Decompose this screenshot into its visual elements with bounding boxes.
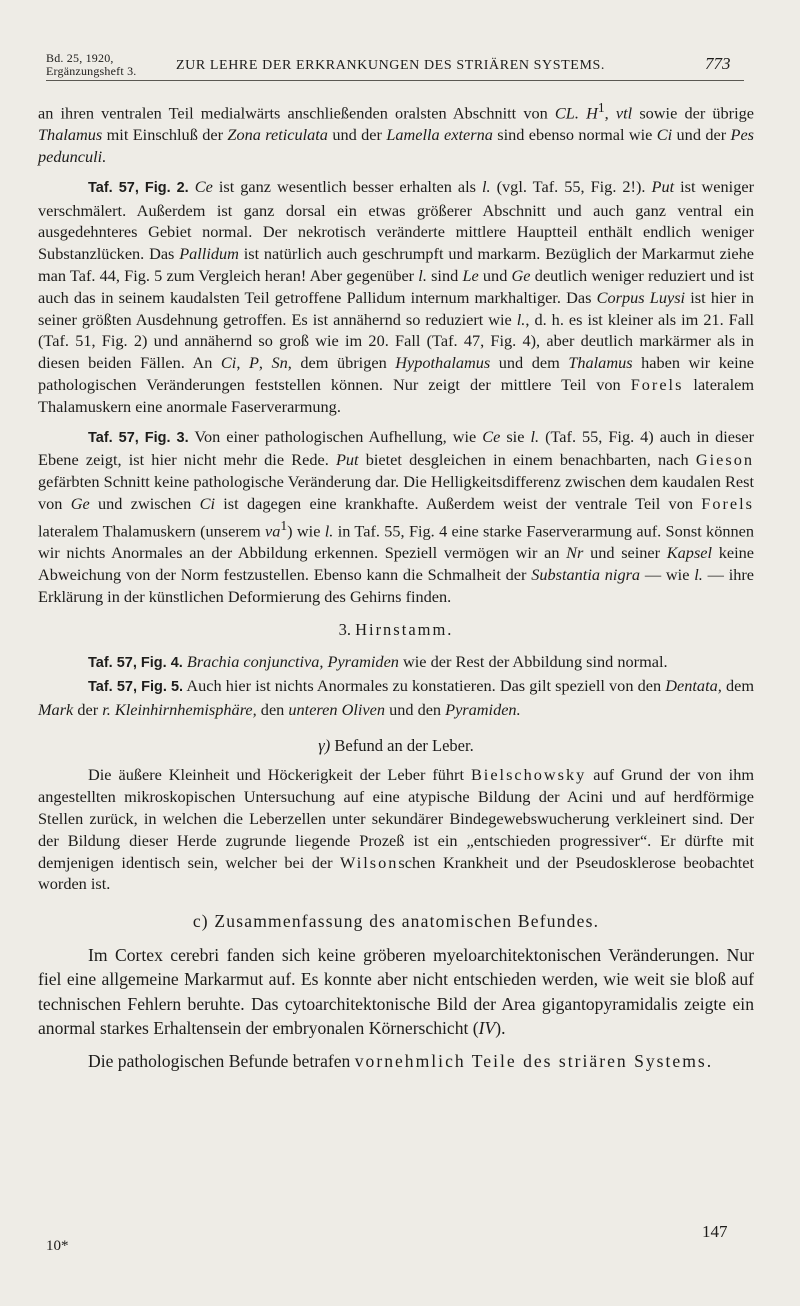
figure-label: Taf. 57, Fig. 4. bbox=[88, 655, 183, 672]
paragraph-1: an ihren ventralen Teil medialwärts anschließenden oralsten Abschnitt von CL. $H^1$, vtl sowie der übrige Thalamus mit Einschluß der Zona reticulata und der Lamella externa sind ebenso normal wie Ci und der Pes pedunculi. bbox=[38, 100, 755, 167]
section-heading-leber: γ) Befund an der Leber. bbox=[318, 735, 474, 755]
paragraph-summary-1: Im Cortex cerebri fanden sich keine gröberen myeloarchitektonischen Veränderungen. Nur fiel eine allgemeine Markarmut auf. Es konnte aber nicht entschieden werden, wie weit sie bloß auf technischen Fehlern beruhte. Das cytoarchitektonische Bild der Area gigantopyramidalis zeigte ein anormal starkes Erhaltensein der embryonalen Körnerschicht (IV). bbox=[38, 944, 754, 1039]
figure-label: Taf. 57, Fig. 5. bbox=[88, 678, 184, 695]
journal-supplement: Ergänzungsheft 3. bbox=[46, 64, 137, 78]
paragraph-summary-2: Die pathologischen Befunde betrafen vornehmlich Teile des striären Systems. bbox=[88, 1050, 714, 1071]
journal-volume: Bd. 25, 1920, bbox=[46, 51, 114, 65]
journal-reference bbox=[46, 52, 137, 78]
figure-label: Taf. 57, Fig. 2. bbox=[88, 179, 189, 196]
page-number: 773 bbox=[705, 54, 731, 73]
paragraph-fig-3: Taf. 57, Fig. 3. Von einer pathologischen Aufhellung, wie Ce sie l. (Taf. 55, Fig. 4) auch in dieser Ebene zeigt, ist hier nicht mehr die Rede. Put bietet desgleichen in einem benachbarten, nach Gieson gefärbten Schnitt keine pathologische Veränderung dar. Die Helligkeitsdifferenz zwischen dem kaudalen Rest von Ge und zwischen Ci ist dagegen eine krankhafte. Außerdem weist der ventrale Teil von Forels lateralem Thalamuskern (unserem $va^1$) wie l. in Taf. 55, Fig. 4 eine starke Faserverarmung auf. Sonst können wir nichts Anormales an der Abbildung erkennen. Speziell vermögen wir an Nr und seiner Kapsel keine Abweichung von der Norm festzustellen. Ebenso kann die Schmalheit der Substantia nigra — wie l. — ihre Erklärung in der künstlichen Deformierung des Gehirns finden. bbox=[38, 426, 755, 606]
header-rule bbox=[46, 80, 744, 81]
body-text bbox=[38, 97, 754, 1073]
paragraph-fig-2: Taf. 57, Fig. 2. Ce ist ganz wesentlich besser erhalten als l. (vgl. Taf. 55, Fig. 2!). Put ist weniger verschmälert. Außerdem ist ganz dorsal ein etwas größerer Abschnitt und auch ganz ventral ein ausgedehnteres Gebiet normal. Der nekrotisch veränderte mittlere Hauptteil enthält endlich weniger Substanzlücken. Das Pallidum ist natürlich auch geschrumpft und markarm. Bezüglich der Markarmut ziehe man Taf. 44, Fig. 5 zum Vergleich heran! Aber gegenüber l. sind Le und Ge deutlich weniger reduziert und ist auch das in seinem kaudalsten Teil getroffene Pallidum internum markhaltiger. Das Corpus Luysi ist hier in seiner größten Ausdehnung getroffen. Es ist annähernd so reduziert wie l., d. h. es ist kleiner als im 21. Fall (Taf. 51, Fig. 2) und annähernd so groß wie im 20. Fall (Taf. 47, Fig. 4), aber deutlich markärmer als in diesen beiden Fällen. An Ci, P, Sn, dem übrigen Hypothalamus und dem Thalamus haben wir keine pathologischen Veränderungen feststellen können. Nur zeigt der mittlere Teil von Forels lateralem Thalamuskern eine anormale Faserverarmung. bbox=[38, 176, 755, 416]
section-heading-zusammenfassung: c) Zusammenfassung des anatomischen Befundes. bbox=[192, 911, 600, 932]
paragraph-fig-4: Taf. 57, Fig. 4. Brachia conjunctiva, Pyramiden wie der Rest der Abbildung sind normal. bbox=[88, 652, 668, 672]
running-title: ZUR LEHRE DER ERKRANKUNGEN DES STRIÄREN SYSTEMS. bbox=[176, 58, 605, 73]
sheet-number: 147 bbox=[702, 1222, 728, 1241]
paragraph-leber: Die äußere Kleinheit und Höckerigkeit der Leber führt Bielschowsky auf Grund der von ihm angestellten mikroskopischen Untersuchung auf eine atypische Bildung der Acini und auf herdförmige Stellen zurück, in welchen die Leberzellen unter sekundärer Bindegewebswucherung verkleinert sind. Der der Bildung dieser Herde zugrunde liegende Prozeß ist ein „entschieden progressiver“. Er dürfte mit demjenigen identisch sein, welcher bei der Wilsonschen Krankheit und der Pseudosklerose beobachtet worden ist. bbox=[38, 765, 755, 894]
section-heading-hirnstamm: 3. Hirnstamm. bbox=[338, 620, 454, 640]
summary-block bbox=[38, 943, 754, 1073]
figure-label: Taf. 57, Fig. 3. bbox=[88, 429, 189, 446]
paragraph-fig-5: Taf. 57, Fig. 5. Auch hier ist nichts Anormales zu konstatieren. Das gilt speziell von den Dentata, dem Mark der r. Kleinhirnhemisphäre, den unteren Oliven und den Pyramiden. bbox=[38, 675, 754, 719]
signature-mark: 10* bbox=[46, 1238, 69, 1254]
